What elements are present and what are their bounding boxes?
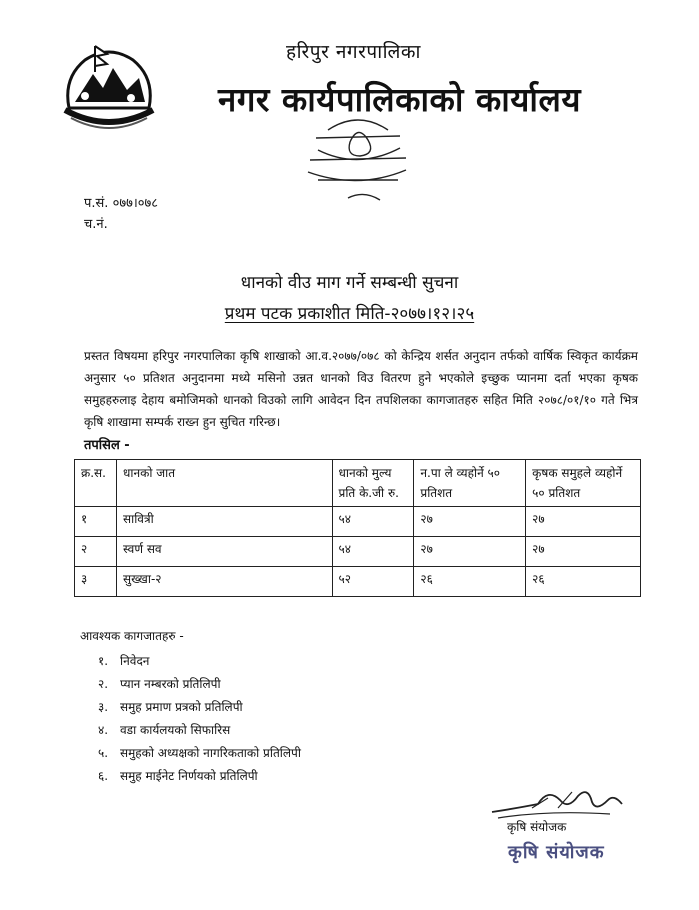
list-item <box>98 742 301 765</box>
nepal-emblem-icon <box>55 38 163 136</box>
notice-body: प्रस्तत विषयमा हरिपुर नगरपालिका कृषि शाखाको आ.व.२०७७/०७८ को केन्द्रिय शर्सत अनुदान तर्फको वार्षिक स्विकृत कार्यक्रम अनुसार ५० प्रतिशत अनुदानमा मध्ये मसिनो उन्नत धानको विउ वितरण हुने भएकोले इच्छुक प्यानमा दर्ता भएका कृषक समुहहरुलाइ देहाय बमोजिमको धानको विउको लागि आवेदन दिन तपशिलका कागजातहरु सहित मिति २०७८/०१/१० गते भित्र कृषि शाखामा सम्पर्क राख्न हुन सुचित गरिन्छ। <box>84 349 638 429</box>
notice-title: धानको वीउ माग गर्ने सम्बन्धी सुचना <box>240 273 459 293</box>
cell-serial: २ <box>75 537 117 567</box>
office-seal-icon <box>288 110 428 210</box>
list-item <box>98 650 301 673</box>
cell-municipality-share: २७ <box>414 537 526 567</box>
list-item-number: ५. <box>98 746 109 760</box>
cell-variety: स्वर्ण सव <box>116 537 332 567</box>
list-item-number: ४. <box>98 723 109 737</box>
list-item <box>98 673 301 696</box>
list-item-text: समुह माईनेट निर्णयको प्रतिलिपी <box>120 769 258 783</box>
list-item <box>98 719 301 742</box>
cell-farmer-share: २७ <box>526 537 641 567</box>
list-item-text: समुहको अध्यक्षको नागरिकताको प्रतिलिपी <box>120 746 301 760</box>
list-item-text: समुह प्रमाण प्रत्रको प्रतिलिपी <box>120 700 243 714</box>
header-serial: क्र.स. <box>75 460 117 507</box>
table-row <box>75 537 641 567</box>
list-item-number: १. <box>98 654 109 668</box>
cell-serial: ३ <box>75 567 117 597</box>
table-row <box>75 567 641 597</box>
header-variety: धानको जात <box>116 460 332 507</box>
list-item-text: वडा कार्यलयको सिफारिस <box>120 723 231 737</box>
municipality-name: हरिपुर नगरपालिका <box>286 41 421 63</box>
cell-farmer-share: २७ <box>526 507 641 537</box>
documents-list <box>98 650 301 788</box>
rate-table <box>74 459 641 597</box>
cell-price: ५४ <box>332 537 414 567</box>
list-item <box>98 765 301 788</box>
table-row <box>75 507 641 537</box>
dispatch-number: च.नं. <box>84 217 108 232</box>
table-header-row <box>75 460 641 507</box>
signer-title: कृषि संयोजक <box>507 820 567 834</box>
header-municipality-share: न.पा ले व्यहोर्ने ५० प्रतिशत <box>414 460 526 507</box>
cell-serial: १ <box>75 507 117 537</box>
list-item-number: २. <box>98 677 109 691</box>
list-item-number: ६. <box>98 769 109 783</box>
cell-variety: सावित्री <box>116 507 332 537</box>
header-farmer-share: कृषक समुहले व्यहोर्ने ५० प्रतिशत <box>526 460 641 507</box>
cell-municipality-share: २६ <box>414 567 526 597</box>
list-item-text: प्यान नम्बरको प्रतिलिपी <box>120 677 221 691</box>
list-item <box>98 696 301 719</box>
list-item-number: ३. <box>98 700 109 714</box>
cell-price: ५२ <box>332 567 414 597</box>
signer-stamp: कृषि संयोजक <box>508 842 605 863</box>
cell-price: ५४ <box>332 507 414 537</box>
cell-variety: सुख्खा-२ <box>116 567 332 597</box>
documents-heading: आवश्यक कागजातहरु - <box>80 629 184 643</box>
office-title: नगर कार्यपालिकाको कार्यालय <box>218 80 581 119</box>
list-item-text: निवेदन <box>120 654 150 668</box>
tapasil-label: तपसिल - <box>84 438 130 453</box>
cell-municipality-share: २७ <box>414 507 526 537</box>
reference-number: प.सं. ०७७।०७८ <box>84 196 159 211</box>
notice-published-text: प्रथम पटक प्रकाशीत मिति-२०७७।१२।२५ <box>224 304 475 324</box>
cell-farmer-share: २६ <box>526 567 641 597</box>
notice-published-date <box>0 301 699 324</box>
header-price: धानको मुल्य प्रति के.जी रु. <box>332 460 414 507</box>
